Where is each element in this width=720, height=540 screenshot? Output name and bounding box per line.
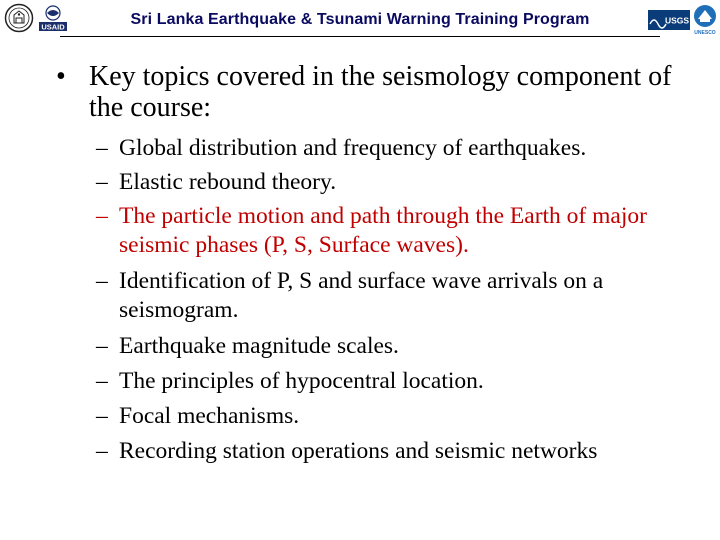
usaid-logo-text: USAID (41, 22, 65, 32)
sub-item-text: Identification of P, S and surface wave arrivals on a seismogram. (119, 268, 604, 323)
usgs-logo-icon (648, 10, 690, 30)
sub-item-text: Elastic rebound theory. (119, 169, 337, 195)
slide-header (0, 0, 720, 42)
dash-icon: – (96, 135, 108, 161)
dash-icon: – (96, 438, 108, 464)
main-bullet-text: Key topics covered in the seismology component of the course: (89, 61, 672, 123)
header-title: Sri Lanka Earthquake & Tsunami Warning Training Program (130, 11, 590, 28)
sub-item-text: The principles of hypocentral location. (119, 368, 484, 394)
unesco-logo-icon (692, 4, 718, 36)
sub-item-text: Global distribution and frequency of earthquakes. (119, 135, 587, 161)
dash-icon: – (96, 268, 108, 294)
usgs-logo-text: USGS (664, 15, 690, 26)
dash-icon: – (96, 169, 108, 195)
sub-item-text: The particle motion and path through the Earth of major seismic phases (P, S, Surface waves). (119, 203, 647, 258)
sub-item-text: Focal mechanisms. (119, 403, 300, 429)
dash-icon: – (96, 403, 108, 429)
sub-item-text: Recording station operations and seismic networks (119, 438, 598, 464)
dash-icon: – (96, 203, 108, 229)
dash-icon: – (96, 333, 108, 359)
sub-item-text: Earthquake magnitude scales. (119, 333, 399, 359)
dash-icon: – (96, 368, 108, 394)
header-divider (60, 36, 660, 37)
unesco-logo-text: UNESCO (694, 30, 716, 36)
bullet-dot-icon: • (56, 61, 66, 92)
